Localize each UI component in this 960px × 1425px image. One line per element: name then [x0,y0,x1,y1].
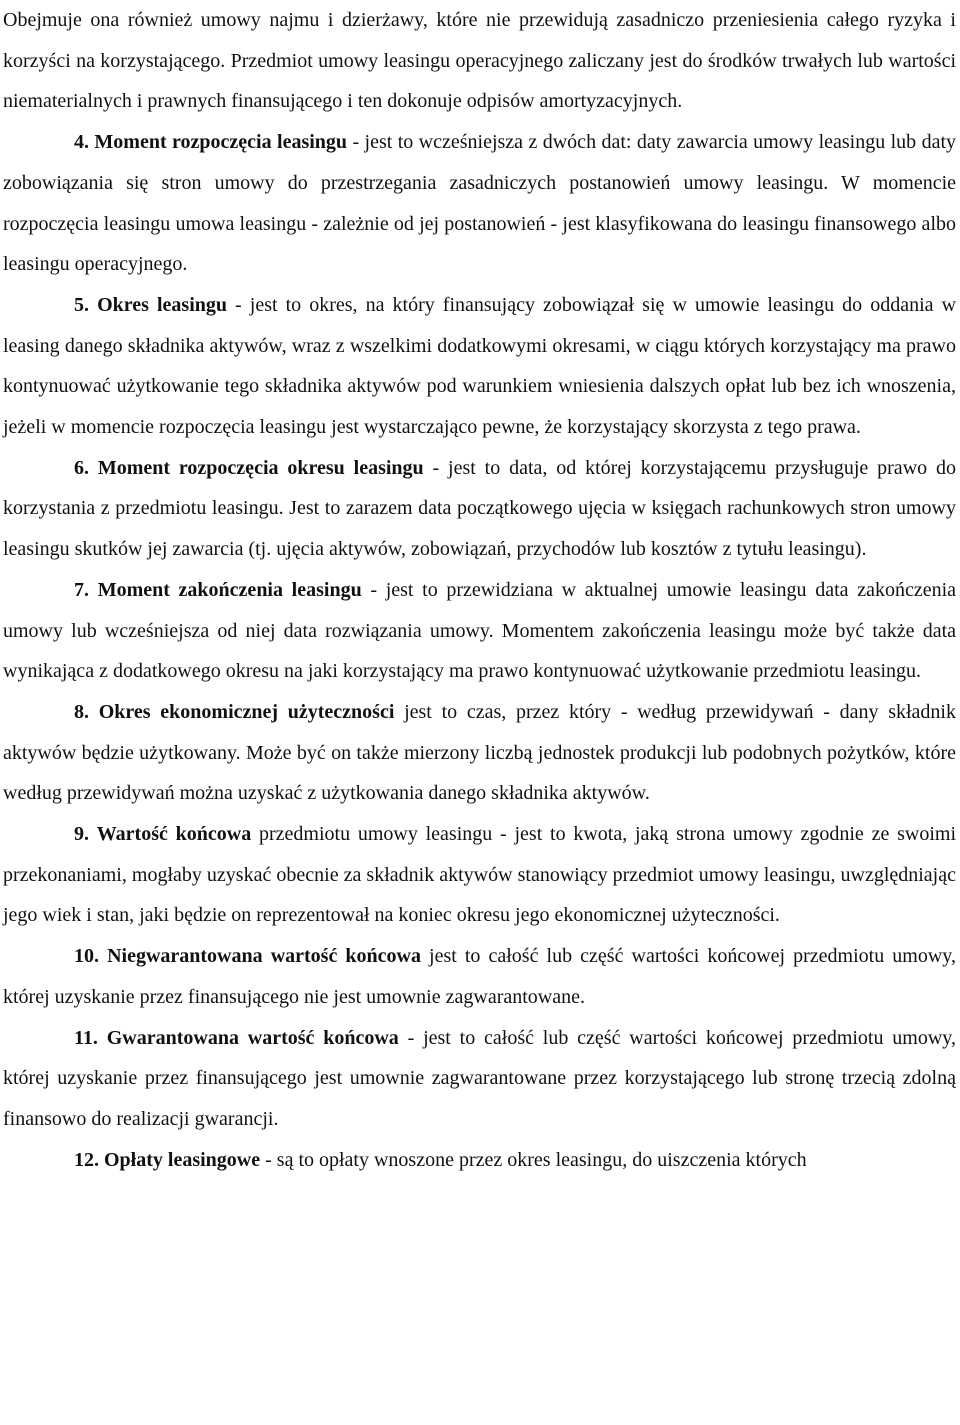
definition-term: Okres ekonomicznej użyteczności [98,700,395,723]
definition-body: - jest to okres, na który finansujący zobowiązał się w umowie leasingu do oddania w leasing danego składnika aktywów, wraz z wszelkimi dodatkowymi okresami, w ciągu których korzystający ma prawo kontynuować użytkowanie tego składnika aktywów pod warunkiem wniesienia dalszych opłat lub bez ich wnoszenia, jeżeli w momencie rozpoczęcia leasingu jest wystarczająco pewne, że korzystający skorzysta z tego prawa. [3,293,957,439]
definition-7 [3,570,956,692]
definition-number: 10. [74,945,99,968]
definition-6 [3,448,956,570]
intro-paragraph: Obejmuje ona również umowy najmu i dzierżawy, które nie przewidują zasadniczo przeniesienia całego ryzyka i korzyści na korzystającego. Przedmiot umowy leasingu operacyjnego zaliczany jest do środków trwałych lub wartości niematerialnych i prawnych finansującego i ten dokonuje odpisów amortyzacyjnych. [3,9,956,113]
definition-4 [3,122,956,285]
definition-body: - jest to wcześniejsza z dwóch dat: daty zawarcia umowy leasingu lub daty zobowiązania się stron umowy do przestrzegania zasadniczych postanowień umowy leasingu. W momencie rozpoczęcia leasingu umowa leasingu - zależnie od jej postanowień - jest klasyfikowana do leasingu finansowego albo leasingu operacyjnego. [3,131,957,276]
definition-term: Okres leasingu [97,293,227,316]
definition-number: 6. [74,456,89,479]
definition-8 [3,692,956,814]
definition-body: - są to opłaty wnoszone przez okres leasingu, do uiszczenia których [260,1148,807,1171]
definition-number: 5. [74,293,89,316]
definition-number: 11. [74,1026,98,1049]
definition-11 [3,1018,956,1140]
definition-number: 4. [74,131,89,154]
definition-term: Gwarantowana wartość końcowa [106,1026,399,1049]
definition-term: Moment rozpoczęcia okresu leasingu [97,456,424,479]
definition-term: Moment zakończenia leasingu [97,578,362,601]
definition-body: przedmiotu umowy leasingu - jest to kwota, jaką strona umowy zgodnie ze swoimi przekonaniami, mogłaby uzyskać obecnie za składnik aktywów stanowiący przedmiot umowy leasingu, uwzględniając jego wiek i stan, jaki będzie on reprezentował na koniec okresu jego ekonomicznej użyteczności. [3,823,957,927]
definition-body: jest to czas, przez który - według przewidywań - dany składnik aktywów będzie użytkowany. Może być on także mierzony liczbą jednostek produkcji lub podobnych pożytków, które według przewidywań można uzyskać z użytkowania danego składnika aktywów. [3,700,956,805]
definition-body: - jest to całość lub część wartości końcowej przedmiotu umowy, której uzyskanie przez finansującego jest umownie zagwarantowane przez korzystającego lub stronę trzecią zdolną finansowo do realizacji gwarancji. [3,1026,956,1130]
definition-body: jest to całość lub część wartości końcowej przedmiotu umowy, której uzyskanie przez finansującego nie jest umownie zagwarantowane. [3,945,956,1008]
definition-body: - jest to data, od której korzystającemu przysługuje prawo do korzystania z przedmiotu leasingu. Jest to zarazem data początkowego ujęcia w księgach rachunkowych stron umowy leasingu skutków jej zawarcia (tj. ujęcia aktywów, zobowiązań, przychodów lub kosztów z tytułu leasingu). [3,456,956,561]
definition-term: Niegwarantowana wartość końcowa [107,945,421,968]
definition-10 [3,936,956,1017]
definition-number: 7. [74,578,89,601]
definition-9 [3,814,956,936]
definition-term: Opłaty leasingowe [104,1148,261,1171]
definition-5 [3,285,956,448]
definition-term: Moment rozpoczęcia leasingu [94,131,348,154]
definition-12 [3,1140,956,1181]
definition-number: 12. [74,1148,99,1171]
definition-term: Wartość końcowa [96,823,252,846]
definition-number: 8. [74,700,89,723]
definition-body: - jest to przewidziana w aktualnej umowie leasingu data zakończenia umowy lub wcześniejsza od niej data rozwiązania umowy. Momentem zakończenia leasingu może być także data wynikająca z dodatkowego okresu na jaki korzystający ma prawo kontynuować użytkowanie przedmiotu leasingu. [3,578,957,683]
definition-number: 9. [74,823,89,846]
